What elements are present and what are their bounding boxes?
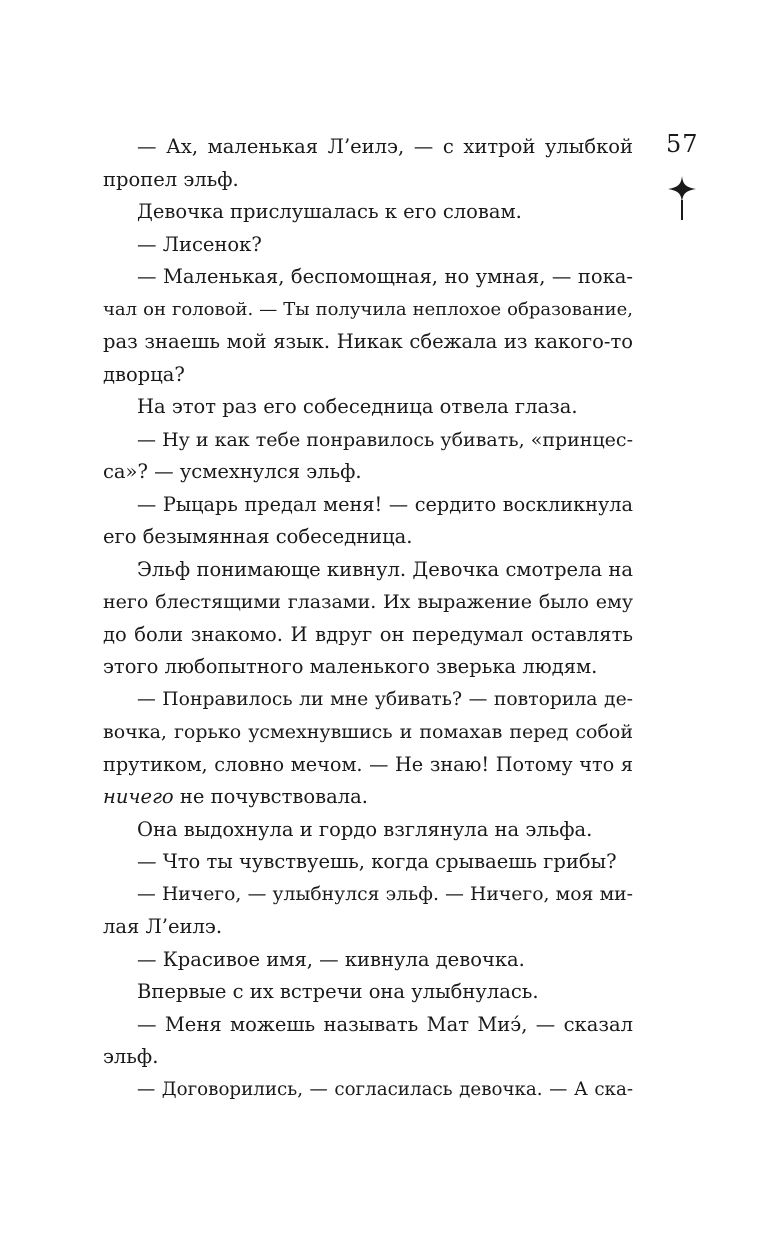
text-line: — Ничего, — улыбнулся эльф. — Ничего, моя ми- xyxy=(137,883,633,905)
text-line: раз знаешь мой язык. Никак сбежала из какого-то xyxy=(103,330,633,353)
text-line: него блестящими глазами. Их выражение было ему xyxy=(103,591,633,613)
text-line: Она выдохнула и гордо взглянула на эльфа. xyxy=(137,817,593,841)
text-line: — Ну и как тебе понравилось убивать, «принцес- xyxy=(137,428,633,451)
text-line: Впервые с их встречи она улыбнулась. xyxy=(137,980,539,1003)
four-point-star-icon xyxy=(668,176,696,220)
text-line: вочка, горько усмехнувшись и помахав перед собой xyxy=(103,721,633,743)
text-line: — Маленькая, беспомощная, но умная, — пока- xyxy=(137,265,633,288)
text-line: Эльф понимающе кивнул. Девочка смотрела на xyxy=(137,557,633,581)
text-line: — Ах, маленькая Л’еилэ, — с хитрой улыбкой xyxy=(137,135,633,158)
text-line: дворца? xyxy=(103,362,185,386)
text-fragment: не почувствовала. xyxy=(173,785,368,808)
text-line: пропел эльф. xyxy=(103,167,239,191)
text-line: эльф. xyxy=(103,1045,159,1068)
text-line: прутиком, словно мечом. — Не знаю! Потому что я xyxy=(103,752,633,776)
text-line: — Понравилось ли мне убивать? — повторила де- xyxy=(137,688,633,710)
page-number: 57 xyxy=(666,130,699,158)
text-line: — Красивое имя, — кивнула девочка. xyxy=(137,947,525,971)
text-line: На этот раз его собеседница отвела глаза. xyxy=(137,395,578,418)
body-text xyxy=(103,131,633,1106)
text-line: этого любопытного маленького зверька людям. xyxy=(103,655,598,678)
text-line: — Меня можешь называть Мат Миэ́, — сказал xyxy=(137,1012,633,1036)
italic-word: ничего xyxy=(103,785,174,808)
text-line: — Лисенок? xyxy=(137,232,262,256)
text-line: чал он головой. — Ты получила неплохое образование, xyxy=(103,298,633,320)
text-line: его безымянная собеседница. xyxy=(103,525,413,548)
text-line: са»? — усмехнулся эльф. xyxy=(103,460,362,483)
text-line: до боли знакомо. И вдруг он передумал оставлять xyxy=(103,622,633,646)
text-line xyxy=(103,781,633,814)
text-line: — Договорились, — согласилась девочка. — А ска- xyxy=(137,1078,633,1100)
text-line: — Рыцарь предал меня! — сердито воскликнула xyxy=(137,492,633,516)
text-line: лая Л’еилэ. xyxy=(103,915,223,938)
text-line: Девочка прислушалась к его словам. xyxy=(137,200,522,223)
text-line: — Что ты чувствуешь, когда срываешь грибы? xyxy=(137,850,617,873)
